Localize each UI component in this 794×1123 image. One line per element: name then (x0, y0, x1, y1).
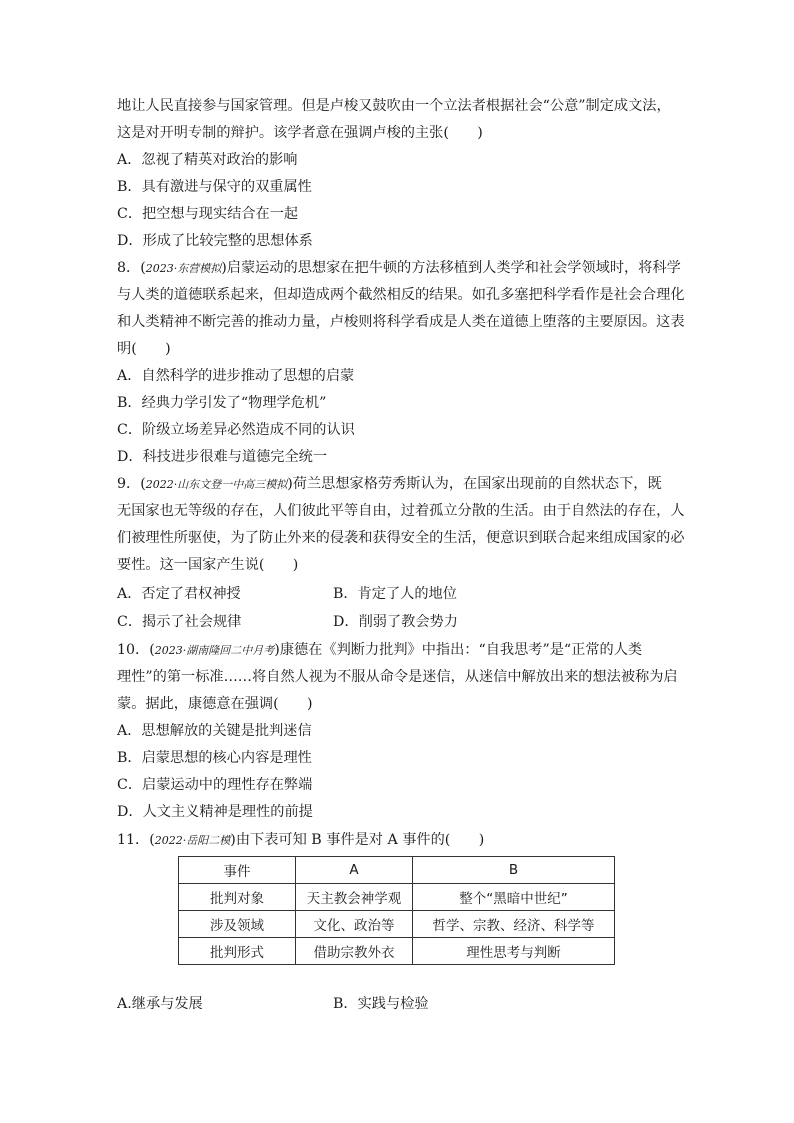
question-8-option-b: B．经典力学引发了“物理学危机” (117, 395, 327, 411)
question-8-number: 8．( (117, 260, 146, 276)
question-9-stem-start: )荷兰思想家格劳秀斯认为，在国家出现前的自然状态下，既 (287, 476, 662, 492)
question-8-option-c: C．阶级立场差异必然造成不同的认识 (117, 422, 355, 438)
question-11-text-line-1 (117, 830, 484, 851)
question-7-text-line-2: 这是对开明专制的辩护。该学者意在强调卢梭的主张( ) (117, 125, 483, 141)
question-11-option-a: A.继承与发展 (117, 996, 203, 1012)
question-11-number: 11．( (117, 832, 155, 848)
question-7-option-d: D．形成了比较完整的思想体系 (117, 233, 313, 249)
comparison-table (178, 856, 615, 965)
table-row (179, 911, 615, 938)
table-cell: 批判对象 (179, 884, 296, 911)
question-10-text-line-1 (117, 640, 642, 661)
question-9-option-a: A．否定了君权神授 (117, 586, 241, 602)
question-9-source: 2022·山东文登一中高三模拟 (145, 478, 288, 491)
question-8-option-d: D．科技进步很难与道德完全统一 (117, 449, 328, 465)
question-8-text-line-3: 和人类精神不断完善的推动力量，卢梭则将科学看成是人类在道德上堕落的主要原因。这表 (117, 314, 685, 330)
question-10-option-c: C．启蒙运动中的理性存在弊端 (117, 777, 313, 793)
table-cell: 哲学、宗教、经济、科学等 (413, 911, 615, 938)
table-row (179, 938, 615, 965)
question-11-option-b: B．实践与检验 (333, 996, 429, 1012)
question-11-stem: )由下表可知 B 事件是对 A 事件的( ) (230, 832, 485, 848)
question-9-option-b: B．肯定了人的地位 (333, 586, 457, 602)
question-10-option-d: D．人文主义精神是理性的前提 (117, 804, 313, 820)
question-9-option-c: C．揭示了社会规律 (117, 614, 242, 630)
question-8-option-a: A．自然科学的进步推动了思想的启蒙 (117, 368, 355, 384)
question-8-text-line-1 (117, 258, 681, 279)
question-10-option-a: A．思想解放的关键是批判迷信 (117, 723, 312, 739)
question-10-stem-start: )康德在《判断力批判》中指出：“自我思考”是“正常的人类 (274, 642, 643, 658)
question-10-text-line-3: 蒙。据此，康德意在强调( ) (117, 696, 313, 712)
table-cell: 文化、政治等 (296, 911, 413, 938)
question-9-number: 9．( (117, 476, 146, 492)
question-7-option-c: C．把空想与现实结合在一起 (117, 206, 299, 222)
question-8-text-line-4: 明( ) (117, 341, 171, 357)
question-10-option-b: B．启蒙思想的核心内容是理性 (117, 750, 312, 766)
question-9-text-line-3: 们被理性所驱使，为了防止外来的侵袭和获得安全的生活，便意识到联合起来组成国家的必 (117, 530, 685, 546)
table-header-row (179, 857, 615, 884)
question-9-option-d: D．削弱了教会势力 (333, 614, 458, 630)
table-header-cell: A (296, 857, 413, 884)
question-7-text-line-1: 地让人民直接参与国家管理。但是卢梭又鼓吹由一个立法者根据社会“公意”制定成文法， (117, 98, 671, 114)
question-10-text-line-2: 理性”的第一标准……将自然人视为不服从命令是迷信，从迷信中解放出来的想法被称为启 (117, 669, 678, 685)
table-header-cell: B (413, 857, 615, 884)
question-10-source: 2023·湖南隆回二中月考 (154, 644, 275, 657)
question-11-source: 2022·岳阳二模 (154, 834, 231, 847)
table-cell: 涉及领域 (179, 911, 296, 938)
table-header-cell: 事件 (179, 857, 296, 884)
question-9-text-line-4: 要性。这一国家产生说( ) (117, 557, 299, 573)
question-9-text-line-2: 无国家也无等级的存在，人们彼此平等自由，过着孤立分散的生活。由于自然法的存在，人 (117, 503, 685, 519)
question-9-text-line-1 (117, 474, 662, 495)
table-cell: 天主教会神学观 (296, 884, 413, 911)
question-7-option-b: B．具有激进与保守的双重属性 (117, 179, 312, 195)
table-cell: 借助宗教外衣 (296, 938, 413, 965)
table-cell: 批判形式 (179, 938, 296, 965)
question-8-stem-start: )启蒙运动的思想家在把牛顿的方法移植到人类学和社会学领域时，将科学 (221, 260, 681, 276)
table-row (179, 884, 615, 911)
question-8-source: 2023·东营模拟 (145, 262, 222, 275)
question-7-option-a: A．忽视了精英对政治的影响 (117, 152, 298, 168)
table-cell: 整个“黑暗中世纪” (413, 884, 615, 911)
question-10-number: 10．( (117, 642, 155, 658)
table-cell: 理性思考与判断 (413, 938, 615, 965)
question-8-text-line-2: 与人类的道德联系起来，但却造成两个截然相反的结果。如孔多塞把科学看作是社会合理化 (117, 287, 685, 303)
